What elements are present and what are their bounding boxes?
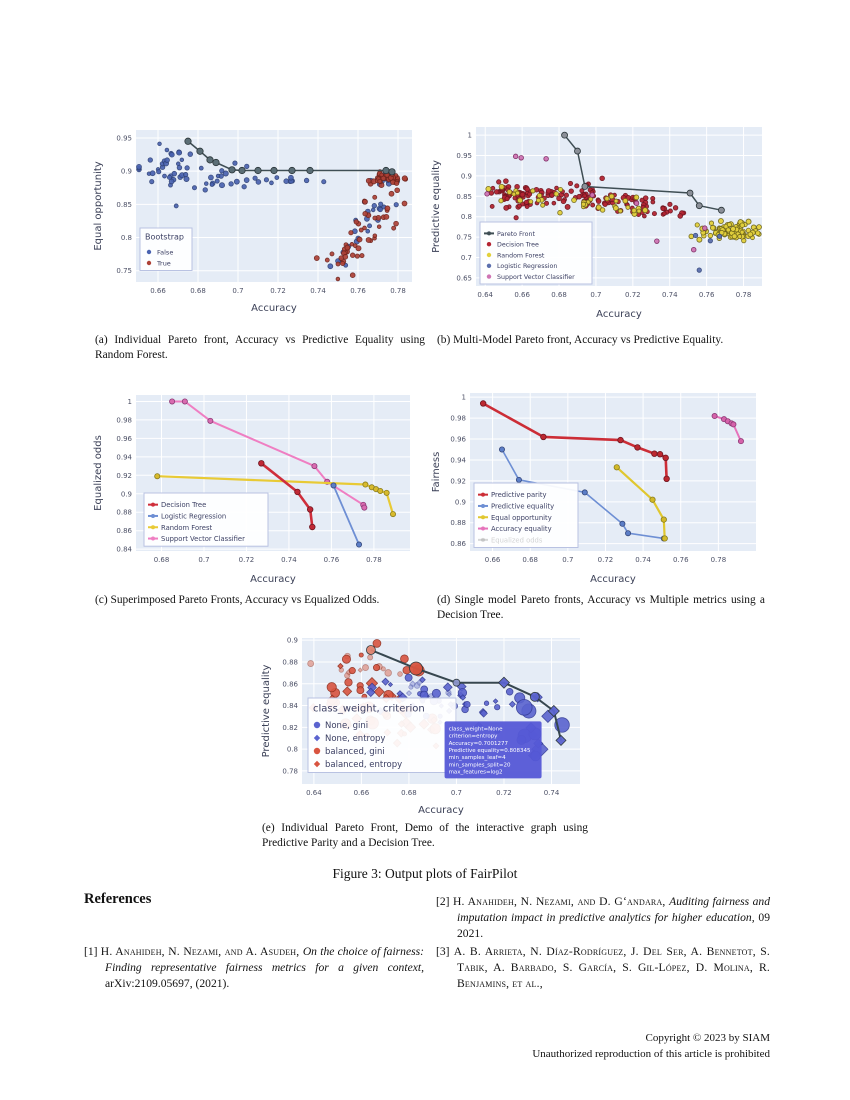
figure-c — [90, 387, 424, 585]
svg-text:0.66: 0.66 — [514, 291, 530, 299]
svg-text:0.98: 0.98 — [450, 414, 466, 423]
svg-text:0.68: 0.68 — [401, 789, 417, 797]
svg-text:0.74: 0.74 — [661, 291, 678, 299]
svg-text:0.65: 0.65 — [456, 274, 472, 283]
svg-text:0.72: 0.72 — [270, 287, 286, 295]
svg-text:0.92: 0.92 — [116, 471, 132, 480]
svg-text:Equal opportunity: Equal opportunity — [491, 513, 552, 522]
svg-text:0.7: 0.7 — [562, 556, 574, 564]
svg-text:0.96: 0.96 — [450, 435, 466, 444]
svg-text:Accuracy: Accuracy — [590, 574, 636, 585]
svg-text:0.84: 0.84 — [282, 702, 298, 711]
svg-text:0.7: 0.7 — [460, 253, 472, 262]
copyright-line-2: Unauthorized reproduction of this article is prohibited — [532, 1047, 770, 1060]
svg-text:0.86: 0.86 — [116, 527, 132, 536]
svg-text:0.64: 0.64 — [477, 291, 494, 299]
svg-text:0.98: 0.98 — [116, 416, 132, 425]
svg-text:0.68: 0.68 — [153, 556, 170, 564]
svg-text:1: 1 — [127, 397, 132, 406]
caption-e: (e) Individual Pareto Front, Demo of the interactive graph using Predictive Parity and a Decision Tree. — [262, 822, 588, 850]
svg-text:0.78: 0.78 — [710, 556, 727, 564]
svg-text:class_weight, criterion: class_weight, criterion — [313, 703, 425, 715]
svg-text:Predictive equality: Predictive equality — [261, 664, 272, 758]
figure-d — [428, 387, 772, 585]
svg-text:0.72: 0.72 — [238, 556, 255, 564]
svg-text:0.78: 0.78 — [390, 287, 406, 295]
svg-text:0.75: 0.75 — [116, 267, 132, 276]
svg-text:0.66: 0.66 — [484, 556, 501, 564]
svg-text:0.7: 0.7 — [450, 789, 463, 797]
svg-text:Accuracy: Accuracy — [596, 309, 642, 320]
svg-text:0.82: 0.82 — [282, 723, 298, 732]
svg-text:0.94: 0.94 — [450, 456, 466, 465]
copyright-line-1: Copyright © 2023 by SIAM — [645, 1032, 770, 1044]
svg-text:Support Vector Classifier: Support Vector Classifier — [497, 273, 575, 281]
svg-text:0.9: 0.9 — [454, 498, 466, 507]
svg-text:0.68: 0.68 — [190, 287, 206, 295]
svg-text:Random Forest: Random Forest — [497, 252, 545, 260]
figure-b-chart — [428, 121, 772, 320]
svg-text:0.85: 0.85 — [116, 200, 132, 209]
reference-item: [3] A. B. Arrieta, N. Díaz-Rodríguez, J. Del Ser, A. Bennetot, S. Tabik, A. Barbado, S. García, S. Gil-López, D. Molina, R. Benjamins, et al., — [436, 944, 770, 990]
caption-d: (d) Single model Pareto fronts, Accuracy vs Multiple metrics using a Decision Tree. — [437, 594, 765, 622]
references-heading: References — [84, 891, 152, 907]
caption-c: (c) Superimposed Pareto Fronts, Accuracy vs Equalized Odds. — [95, 594, 380, 606]
figure-c-chart — [90, 387, 424, 585]
caption-a: (a) Individual Pareto front, Accuracy vs Predictive Equality using Random Forest. — [95, 334, 425, 362]
svg-text:0.7: 0.7 — [198, 556, 210, 564]
svg-text:0.96: 0.96 — [116, 434, 132, 443]
svg-text:Pareto Front: Pareto Front — [497, 230, 535, 238]
svg-text:0.78: 0.78 — [366, 556, 382, 564]
svg-text:0.88: 0.88 — [450, 519, 466, 528]
figure-a-chart — [90, 122, 424, 314]
svg-text:0.84: 0.84 — [116, 545, 132, 554]
svg-text:0.88: 0.88 — [282, 658, 298, 667]
svg-text:None, entropy: None, entropy — [325, 734, 386, 745]
svg-text:0.7: 0.7 — [232, 287, 244, 295]
svg-text:Equalized odds: Equalized odds — [93, 435, 104, 511]
svg-text:0.92: 0.92 — [450, 477, 466, 486]
svg-text:Logistic Regression: Logistic Regression — [161, 512, 227, 521]
svg-text:None, gini: None, gini — [325, 721, 369, 732]
svg-text:balanced, gini: balanced, gini — [325, 747, 385, 758]
svg-text:0.8: 0.8 — [460, 213, 472, 222]
svg-text:Equalized odds: Equalized odds — [491, 536, 543, 545]
svg-text:0.86: 0.86 — [282, 680, 298, 689]
svg-text:0.9: 0.9 — [120, 167, 132, 176]
copyright-notice — [532, 1031, 770, 1063]
references-column-right — [436, 894, 770, 994]
svg-text:0.68: 0.68 — [522, 556, 539, 564]
svg-text:Decision Tree: Decision Tree — [497, 241, 539, 249]
svg-text:criterion=entropy: criterion=entropy — [448, 733, 498, 740]
svg-text:0.8: 0.8 — [286, 745, 298, 754]
svg-text:0.76: 0.76 — [698, 291, 715, 299]
svg-text:Support Vector Classifier: Support Vector Classifier — [161, 535, 245, 544]
svg-text:0.78: 0.78 — [282, 767, 298, 776]
svg-text:Bootstrap: Bootstrap — [145, 232, 184, 242]
svg-text:0.64: 0.64 — [306, 789, 322, 797]
svg-text:min_samples_leaf=4: min_samples_leaf=4 — [448, 755, 506, 762]
svg-text:Predictive equality=0.808345: Predictive equality=0.808345 — [448, 747, 531, 754]
svg-text:0.74: 0.74 — [281, 556, 297, 564]
svg-text:0.72: 0.72 — [625, 291, 641, 299]
svg-text:Accuracy equality: Accuracy equality — [491, 525, 552, 534]
svg-text:Accuracy=0.7001277: Accuracy=0.7001277 — [448, 740, 509, 747]
svg-text:0.9: 0.9 — [460, 172, 472, 181]
figure-b — [428, 121, 772, 320]
svg-text:0.95: 0.95 — [116, 134, 132, 143]
svg-text:Fairness: Fairness — [431, 451, 442, 493]
references-column-left — [84, 944, 424, 994]
svg-text:0.66: 0.66 — [150, 287, 166, 295]
figure-a — [90, 122, 424, 314]
svg-text:Predictive parity: Predictive parity — [491, 491, 547, 500]
caption-b: (b) Multi-Model Pareto front, Accuracy vs Predictive Equality. — [437, 334, 724, 346]
svg-text:Predictive equality: Predictive equality — [491, 502, 555, 511]
svg-text:0.76: 0.76 — [350, 287, 366, 295]
svg-text:0.95: 0.95 — [456, 152, 472, 161]
svg-text:0.88: 0.88 — [116, 508, 132, 517]
svg-text:Logistic Regression: Logistic Regression — [497, 263, 558, 271]
svg-text:0.74: 0.74 — [543, 789, 560, 797]
svg-text:True: True — [157, 259, 171, 268]
figure-e — [258, 630, 592, 816]
svg-text:0.94: 0.94 — [116, 453, 132, 462]
svg-text:0.74: 0.74 — [635, 556, 651, 564]
reference-item: [1] H. Anahideh, N. Nezami, and A. Asudeh, On the choice of fairness: Finding representative fairness metrics for a given context, arXiv:2109.05697, (2021). — [84, 945, 424, 990]
svg-text:0.75: 0.75 — [456, 233, 472, 242]
svg-text:class_weight=None: class_weight=None — [448, 726, 503, 733]
reference-item: [2] H. Anahideh, N. Nezami, and D. G‘andara, Auditing fairness and imputation impact in predictive analytics for higher education, 09 2021. — [436, 895, 770, 940]
svg-text:balanced, entropy: balanced, entropy — [325, 760, 403, 771]
figure-d-chart — [428, 387, 772, 585]
svg-text:min_samples_split=20: min_samples_split=20 — [448, 762, 511, 769]
figure-caption: Figure 3: Output plots of FairPilot — [332, 866, 518, 881]
figure-e-chart — [258, 630, 592, 816]
svg-text:1: 1 — [467, 131, 472, 140]
svg-text:1: 1 — [461, 393, 466, 402]
svg-text:0.8: 0.8 — [120, 234, 132, 243]
svg-text:0.76: 0.76 — [672, 556, 689, 564]
svg-text:0.86: 0.86 — [450, 540, 466, 549]
svg-text:False: False — [157, 248, 174, 257]
svg-text:0.74: 0.74 — [310, 287, 326, 295]
svg-text:0.7: 0.7 — [590, 291, 602, 299]
svg-text:0.72: 0.72 — [496, 789, 512, 797]
svg-text:Accuracy: Accuracy — [418, 805, 464, 816]
svg-text:0.9: 0.9 — [120, 490, 132, 499]
svg-text:max_features=log2: max_features=log2 — [448, 769, 503, 776]
svg-text:Decision Tree: Decision Tree — [161, 501, 207, 510]
svg-text:Equal opportunity: Equal opportunity — [93, 161, 104, 251]
svg-text:0.85: 0.85 — [456, 192, 472, 201]
svg-text:Accuracy: Accuracy — [251, 303, 297, 314]
svg-text:0.76: 0.76 — [323, 556, 340, 564]
svg-text:Predictive equality: Predictive equality — [431, 160, 442, 253]
svg-text:Accuracy: Accuracy — [250, 574, 296, 585]
svg-text:0.72: 0.72 — [597, 556, 614, 564]
svg-text:0.9: 0.9 — [286, 636, 298, 645]
svg-text:Random Forest: Random Forest — [161, 523, 213, 532]
svg-text:0.66: 0.66 — [353, 789, 370, 797]
svg-text:0.78: 0.78 — [735, 291, 752, 299]
svg-text:0.68: 0.68 — [551, 291, 567, 299]
